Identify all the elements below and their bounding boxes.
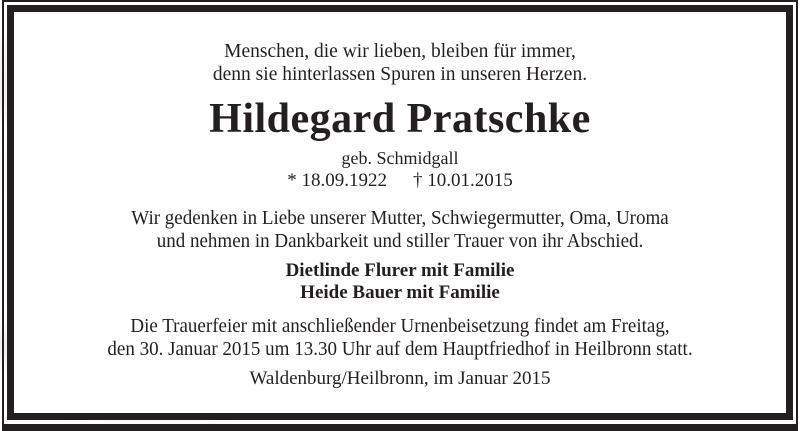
mourner-name-1: Dietlinde Flurer mit Familie [285,260,515,281]
death-date: † 10.01.2015 [413,170,513,191]
deceased-name: Hildegard Pratschke [209,96,591,142]
mourner-name-2: Heide Bauer mit Familie [300,281,500,303]
tribute-line-2: und nehmen in Dankbarkeit und stiller Trauer von ihr Abschied. [156,229,644,252]
epigraph-line-1: Menschen, die wir lieben, bleiben für immer, [224,41,576,62]
funeral-info-line-2: den 30. Januar 2015 um 13.30 Uhr auf dem Hauptfriedhof in Heilbronn statt. [107,337,693,360]
birth-date: * 18.09.1922 [287,170,387,191]
funeral-info-line-1: Die Trauerfeier mit anschließender Urnenbeisetzung findet am Freitag, [130,315,670,337]
epigraph-line-2: denn sie hinterlassen Spuren in unseren Herzen. [212,64,588,85]
maiden-name: geb. Schmidgall [341,148,459,168]
tribute-line-1: Wir gedenken in Liebe unserer Mutter, Schwiegermutter, Oma, Uroma [131,207,669,229]
life-dates [0,170,800,192]
place-and-date: Waldenburg/Heilbronn, im Januar 2015 [249,368,551,389]
